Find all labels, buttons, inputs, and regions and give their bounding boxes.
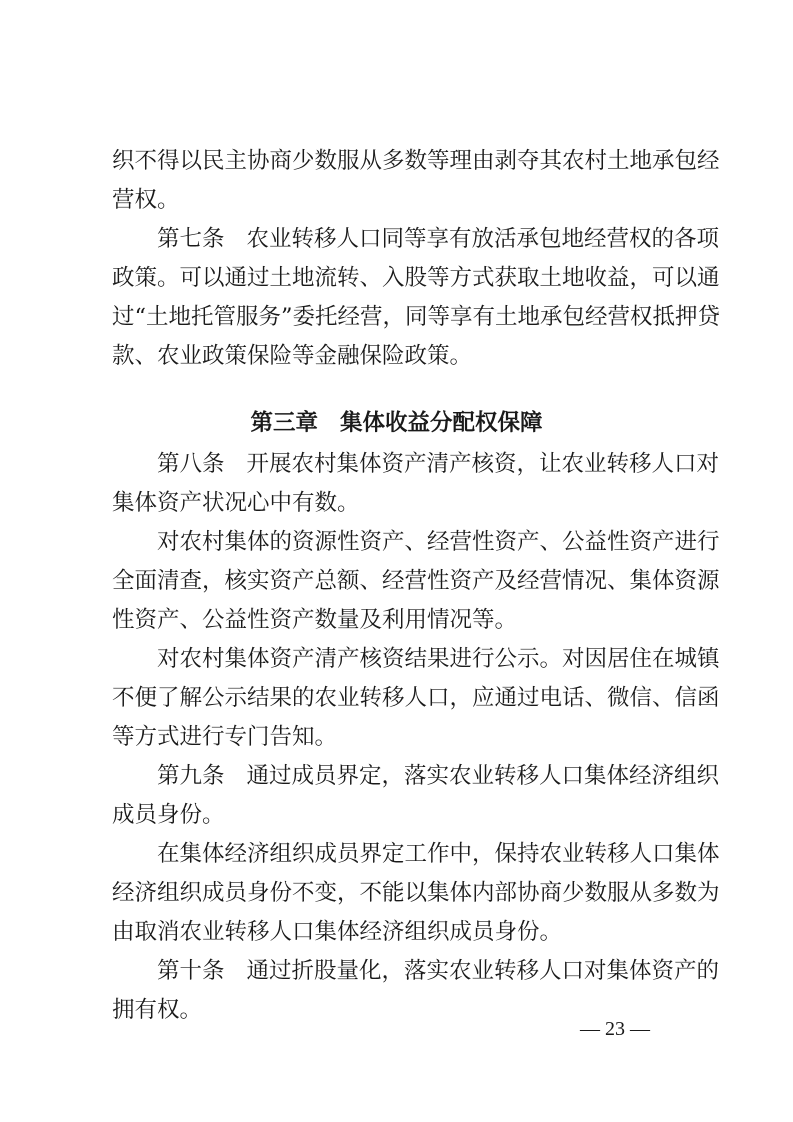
paragraph-line: 不便了解公示结果的农业转移人口，应通过电话、微信、信函 — [112, 685, 720, 711]
paragraph-line: 织不得以民主协商少数服从多数等理由剥夺其农村土地承包经 — [112, 148, 720, 174]
article-seven — [157, 224, 720, 254]
paragraph-line: 营权。 — [112, 187, 180, 213]
article-ten — [157, 956, 720, 986]
paragraph-line: 全面清查，核实资产总额、经营性资产及经营情况、集体资源 — [112, 568, 720, 594]
article-text: 通过折股量化，落实农业转移人口对集体资产的 — [246, 958, 720, 984]
article-number: 第九条 — [157, 763, 225, 789]
paragraph-line: 性资产、公益性资产数量及利用情况等。 — [112, 607, 518, 633]
article-number: 第八条 — [157, 451, 225, 477]
article-text: 开展农村集体资产清产核资，让农业转移人口对 — [246, 451, 720, 477]
paragraph-line: 对农村集体的资源性资产、经营性资产、公益性资产进行 — [157, 529, 720, 555]
paragraph-line: 由取消农业转移人口集体经济组织成员身份。 — [112, 919, 563, 945]
paragraph-line: 成员身份。 — [112, 802, 225, 828]
paragraph-line: 过“土地托管服务”委托经营，同等享有土地承包经营权抵押贷 — [112, 304, 721, 330]
chapter-heading — [0, 408, 793, 438]
article-eight — [157, 449, 720, 479]
article-text: 农业转移人口同等享有放活承包地经营权的各项 — [246, 226, 720, 252]
chapter-number: 第三章 — [250, 410, 318, 436]
article-text: 通过成员界定，落实农业转移人口集体经济组织 — [246, 763, 720, 789]
paragraph-line: 款、农业政策保险等金融保险政策。 — [112, 343, 473, 369]
paragraph-line: 在集体经济组织成员界定工作中，保持农业转移人口集体 — [157, 841, 720, 867]
page-number: — 23 — — [580, 1018, 650, 1040]
paragraph-line: 拥有权。 — [112, 997, 203, 1023]
paragraph-line: 集体资产状况心中有数。 — [112, 490, 360, 516]
article-number: 第七条 — [157, 226, 225, 252]
article-nine — [157, 761, 720, 791]
paragraph-line: 对农村集体资产清产核资结果进行公示。对因居住在城镇 — [157, 646, 720, 672]
paragraph-line: 政策。可以通过土地流转、入股等方式获取土地收益，可以通 — [112, 265, 720, 291]
paragraph-line: 经济组织成员身份不变，不能以集体内部协商少数服从多数为 — [112, 880, 720, 906]
article-number: 第十条 — [157, 958, 225, 984]
paragraph-line: 等方式进行专门告知。 — [112, 724, 338, 750]
chapter-title: 集体收益分配权保障 — [340, 410, 543, 436]
